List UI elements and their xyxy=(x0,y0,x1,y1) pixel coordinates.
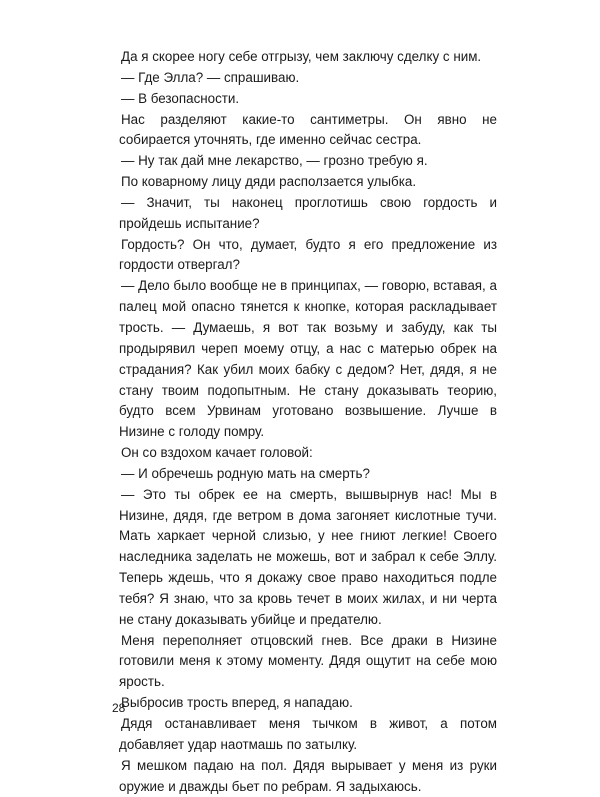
paragraph: — И обречешь родную мать на смерть? xyxy=(121,465,370,481)
paragraph: Он со вздохом качает головой: xyxy=(121,445,313,461)
paragraph: — Значит, ты наконец проглотишь свою гордость и пройдешь испытание? xyxy=(119,194,497,231)
paragraph: Дядя останавливает меня тычком в живот, а потом добавляет удар наотмашь по затылку. xyxy=(119,716,497,752)
page-number: 28 xyxy=(112,701,126,715)
paragraph: — Ну так дай мне лекарство, — грозно требую я. xyxy=(121,153,428,169)
paragraph: По коварному лицу дяди расползается улыбка. xyxy=(121,174,417,190)
paragraph: Выбросив трость вперед, я нападаю. xyxy=(121,695,353,711)
paragraph: Да я скорее ногу себе отгрызу, чем заключу сделку с ним. xyxy=(121,49,482,64)
paragraph: — Где Элла? — спрашиваю. xyxy=(121,69,300,85)
paragraph: — Это ты обрек ее на смерть, вышвырнув нас! Мы в Низине, дядя, где ветром в дома загоняет кислотные тучи. Мать харкает черной слизью, у нее гниют легкие! Своего наследника заделать не можешь, вот и забрал к себе Эллу. Теперь ждешь, что я докажу свое право находиться подле тебя? Я знаю, что за кровь течет в моих жилах, и ни черта не стану доказывать убийце и предателю. xyxy=(119,486,497,627)
paragraph: Меня переполняет отцовский гнев. Все драки в Низине готовили меня к этому моменту. Дядя ощутит на себе мою ярость. xyxy=(119,632,497,690)
paragraph: Нас разделяют какие-то сантиметры. Он явно не собирается уточнять, где именно сейчас сестра. xyxy=(119,111,497,148)
paragraph: Гордость? Он что, думает, будто я его предложение из гордости отвергал? xyxy=(119,236,497,273)
paragraph: — Дело было вообще не в принципах, — говорю, вставая, а палец мой опасно тянется к кнопке, которая раскладывает трость. — Думаешь, я вот так возьму и забуду, как ты продырявил череп моему отцу, а нас с матерью обрек на страдания? Как убил моих бабку с дедом? Нет, дядя, я не стану твоим подопытным. Не стану доказывать теорию, будто всем Урвинам уготовано возвышение. Лучше в Низине с голоду помру. xyxy=(119,278,497,440)
paragraph: — В безопасности. xyxy=(121,90,240,106)
body-text xyxy=(119,47,497,797)
paragraph: Я мешком падаю на пол. Дядя вырывает у меня из руки оружие и дважды бьет по ребрам. Я задыхаюсь. xyxy=(119,757,497,794)
